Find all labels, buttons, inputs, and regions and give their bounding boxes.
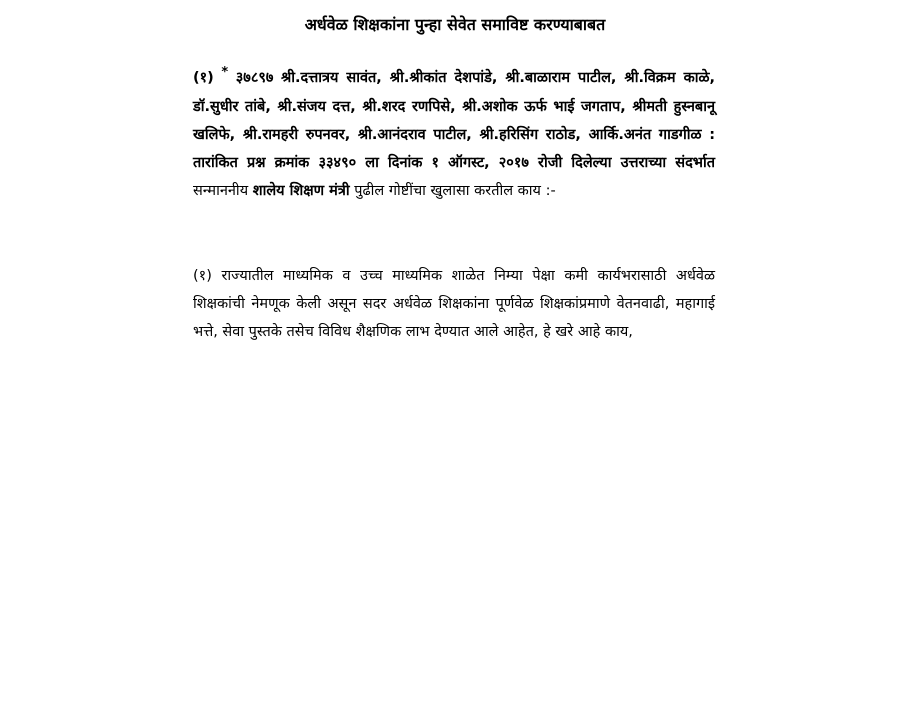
starred-marker: *	[221, 65, 229, 80]
minister-name: शालेय शिक्षण मंत्री	[252, 183, 350, 199]
member-names: श्री.दत्तात्रय सावंत, श्री.श्रीकांत देशपांडे, श्री.बाळाराम पाटील, श्री.विक्रम काळे, डॉ.सुधीर तांबे, श्री.संजय दत्त, श्री.शरद रणपिसे, श्री.अशोक ऊर्फ भाई जगताप, श्रीमती हुस्नबानू खलिफे, श्री.रामहरी रुपनवर, श्री.आनंदराव पाटील, श्री.हरिसिंग राठोड, आर्कि.अनंत गाडगीळ :	[193, 70, 715, 143]
question-paragraph	[193, 64, 715, 205]
question-reference: तारांकित प्रश्न क्रमांक ३३४९० ला दिनांक १ ऑगस्ट, २०१७ रोजी दिलेल्या उत्तराच्या संदर्भात	[193, 155, 715, 171]
honorific: सन्माननीय	[193, 183, 249, 199]
sub-question-text: राज्यातील माध्यमिक व उच्च माध्यमिक शाळेत निम्या पेक्षा कमी कार्यभरासाठी अर्धवेळ शिक्षकांची नेमणूक केली असून सदर अर्धवेळ शिक्षकांना पूर्णवेळ शिक्षकांप्रमाणे वेतनवाढी, महागाई भत्ते, सेवा पुस्तके तसेच विविध शैक्षणिक लाभ देण्यात आले आहेत, हे खरे आहे काय,	[193, 268, 716, 340]
document-title: अर्धवेळ शिक्षकांना पुन्हा सेवेत समाविष्ट करण्याबाबत	[304, 15, 606, 34]
question-id: ३७८९७	[235, 70, 274, 86]
sub-question-number: (१)	[193, 268, 212, 284]
question-number: (१)	[193, 70, 214, 86]
question-closing: पुढील गोष्टींचा खुलासा करतील काय :-	[354, 183, 556, 199]
sub-question-paragraph	[193, 262, 715, 346]
